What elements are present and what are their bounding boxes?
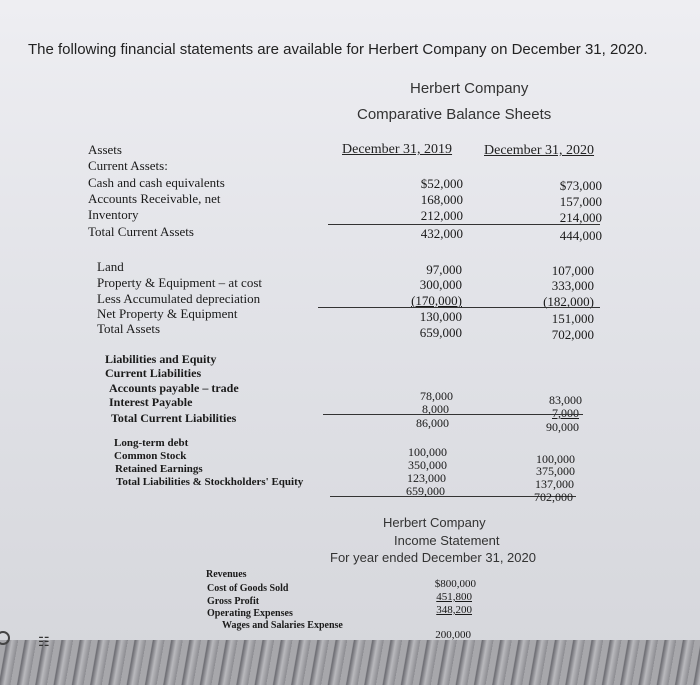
ap-2019: 78,000	[420, 389, 453, 403]
col-2019-header: December 31, 2019	[342, 142, 453, 157]
land-label: Land	[97, 259, 124, 274]
tcl-label: Total Current Liabilities	[111, 411, 237, 425]
gross-profit-value: 348,200	[436, 604, 472, 616]
interest-payable-label: Interest Payable	[109, 395, 193, 409]
bs-company: Herbert Company	[410, 80, 529, 97]
cash-2020: $73,000	[559, 178, 602, 193]
operating-expenses-label: Operating Expenses	[207, 608, 293, 619]
revenues-label: Revenues	[206, 569, 247, 580]
retained-label: Retained Earnings	[115, 463, 203, 475]
wages-label: Wages and Salaries Expense	[222, 620, 343, 631]
rule-current-assets	[328, 224, 600, 225]
accum-dep-2019: (170,000)	[411, 293, 462, 308]
ppe-2019: 300,000	[419, 277, 462, 292]
common-stock-label: Common Stock	[114, 450, 187, 462]
is-title: Income Statement	[394, 533, 500, 548]
current-liab-label: Current Liabilities	[105, 366, 202, 380]
common-stock-2019: 350,000	[408, 458, 447, 472]
ar-label: Accounts Receivable, net	[88, 191, 221, 206]
tca-label: Total Current Assets	[88, 224, 194, 239]
cash-2019: $52,000	[420, 176, 463, 191]
total-assets-label: Total Assets	[97, 321, 161, 336]
total-le-2019: 659,000	[406, 484, 445, 498]
ar-2020: 157,000	[559, 194, 602, 209]
ltd-2020: 100,000	[536, 452, 575, 466]
total-assets-2019: 659,000	[419, 325, 462, 340]
revenues-value: $800,000	[434, 578, 476, 590]
bs-title: Comparative Balance Sheets	[357, 106, 552, 123]
cogs-value: 451,800	[436, 591, 472, 603]
accum-dep-label: Less Accumulated depreciation	[97, 291, 261, 306]
current-assets-label: Current Assets:	[88, 158, 168, 173]
wages-value: 200,000	[435, 629, 471, 641]
land-2019: 97,000	[426, 262, 462, 277]
keyboard-edge	[0, 640, 700, 685]
ap-2020: 83,000	[549, 393, 582, 407]
assets-label: Assets	[88, 142, 122, 157]
ap-label: Accounts payable – trade	[109, 381, 239, 395]
col-2020-header: December 31, 2020	[484, 143, 595, 158]
cash-label: Cash and cash equivalents	[88, 175, 225, 190]
interest-payable-2019: 8,000	[422, 402, 449, 416]
common-stock-2020: 375,000	[536, 464, 575, 478]
ltd-label: Long-term debt	[114, 437, 189, 449]
intro-text: The following financial statements are available for Herbert Company on December 31, 2020.	[28, 41, 648, 58]
retained-2020: 137,000	[535, 477, 574, 491]
tca-2020: 444,000	[559, 228, 602, 243]
interest-payable-2020: 7,000	[552, 406, 579, 420]
total-assets-2020: 702,000	[551, 327, 594, 342]
retained-2019: 123,000	[407, 471, 446, 485]
gross-profit-label: Gross Profit	[207, 596, 260, 607]
total-le-2020: 702,000	[534, 490, 573, 504]
inventory-2019: 212,000	[420, 208, 463, 223]
ppe-label: Property & Equipment – at cost	[97, 275, 263, 290]
inventory-label: Inventory	[88, 207, 139, 222]
cogs-label: Cost of Goods Sold	[207, 583, 289, 594]
grid-icon: ☷	[38, 634, 50, 649]
is-period: For year ended December 31, 2020	[330, 550, 536, 565]
land-2020: 107,000	[551, 263, 594, 278]
tcl-2020: 90,000	[546, 420, 579, 434]
ltd-2019: 100,000	[408, 445, 447, 459]
inventory-2020: 214,000	[559, 210, 602, 225]
net-ppe-2019: 130,000	[419, 309, 462, 324]
tca-2019: 432,000	[420, 226, 463, 241]
rule-current-liab	[323, 414, 583, 415]
rule-net-ppe	[318, 307, 600, 308]
ppe-2020: 333,000	[551, 278, 594, 293]
net-ppe-2020: 151,000	[551, 311, 594, 326]
total-le-label: Total Liabilities & Stockholders' Equity	[116, 476, 304, 488]
is-company: Herbert Company	[383, 515, 486, 530]
net-ppe-label: Net Property & Equipment	[97, 306, 238, 321]
accum-dep-2020: (182,000)	[543, 294, 594, 309]
liab-equity-label: Liabilities and Equity	[105, 352, 217, 366]
ar-2019: 168,000	[420, 192, 463, 207]
tcl-2019: 86,000	[416, 416, 449, 430]
